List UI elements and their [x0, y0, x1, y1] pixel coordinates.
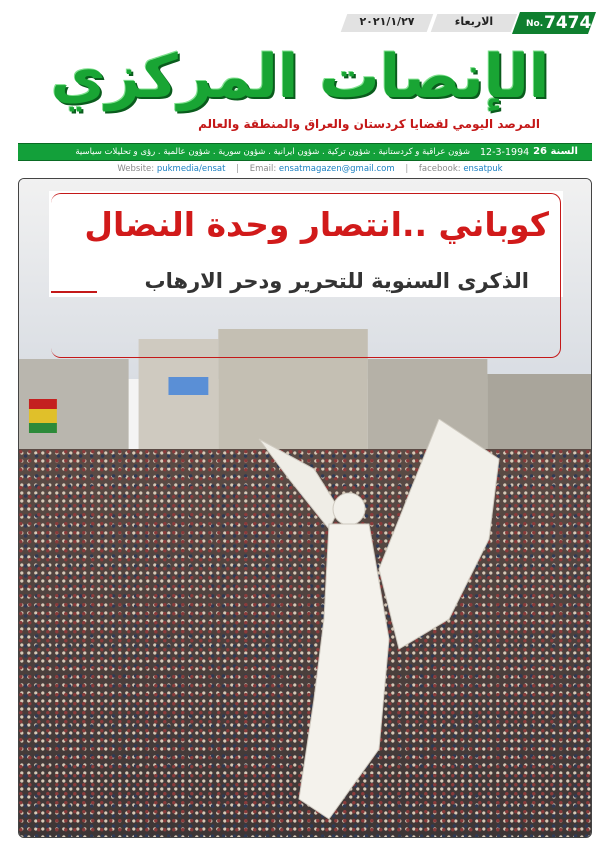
contact-line [40, 164, 580, 174]
facebook-link[interactable]: ensatpuk [463, 164, 503, 174]
topics-list: شؤون عراقية و كردستانية . شؤون تركية . شؤون ايرانية . شؤون سورية . شؤون عالمية . رؤى و تحليلات سياسية [75, 147, 470, 157]
volume-year: السنة 26 [533, 146, 578, 157]
issue-number-label: No. [526, 19, 544, 29]
separator: | [405, 164, 409, 174]
website-label: Website: [117, 164, 155, 174]
issue-number: 7474 [544, 13, 592, 33]
email-label: Email: [249, 164, 277, 174]
masthead [40, 36, 560, 118]
issue-day: الاربعاء [454, 15, 494, 28]
issue-bar [344, 12, 592, 34]
newspaper-subtitle: المرصد اليومي لقضايا كردستان والعراق والمنطقة والعالم [198, 117, 540, 131]
issue-date: ٢٠٢١/١/٢٧ [359, 15, 415, 28]
cover-subheadline: الذكرى السنوية للتحرير ودحر الارهاب [144, 269, 529, 293]
section-strip [18, 143, 592, 161]
separator: | [236, 164, 240, 174]
website-link[interactable]: pukmedia/ensat [156, 164, 226, 174]
statue [219, 419, 519, 838]
cover-headline: كوباني ..انتصار وحدة النضال [84, 205, 549, 244]
email-link[interactable]: ensatmagazen@gmail.com [278, 164, 395, 174]
founding-date: 12-3-1994 [480, 147, 530, 158]
newspaper-title: الإنصات المركزي [50, 42, 550, 112]
facebook-label: facebook: [418, 164, 461, 174]
cover-photo [18, 178, 592, 838]
